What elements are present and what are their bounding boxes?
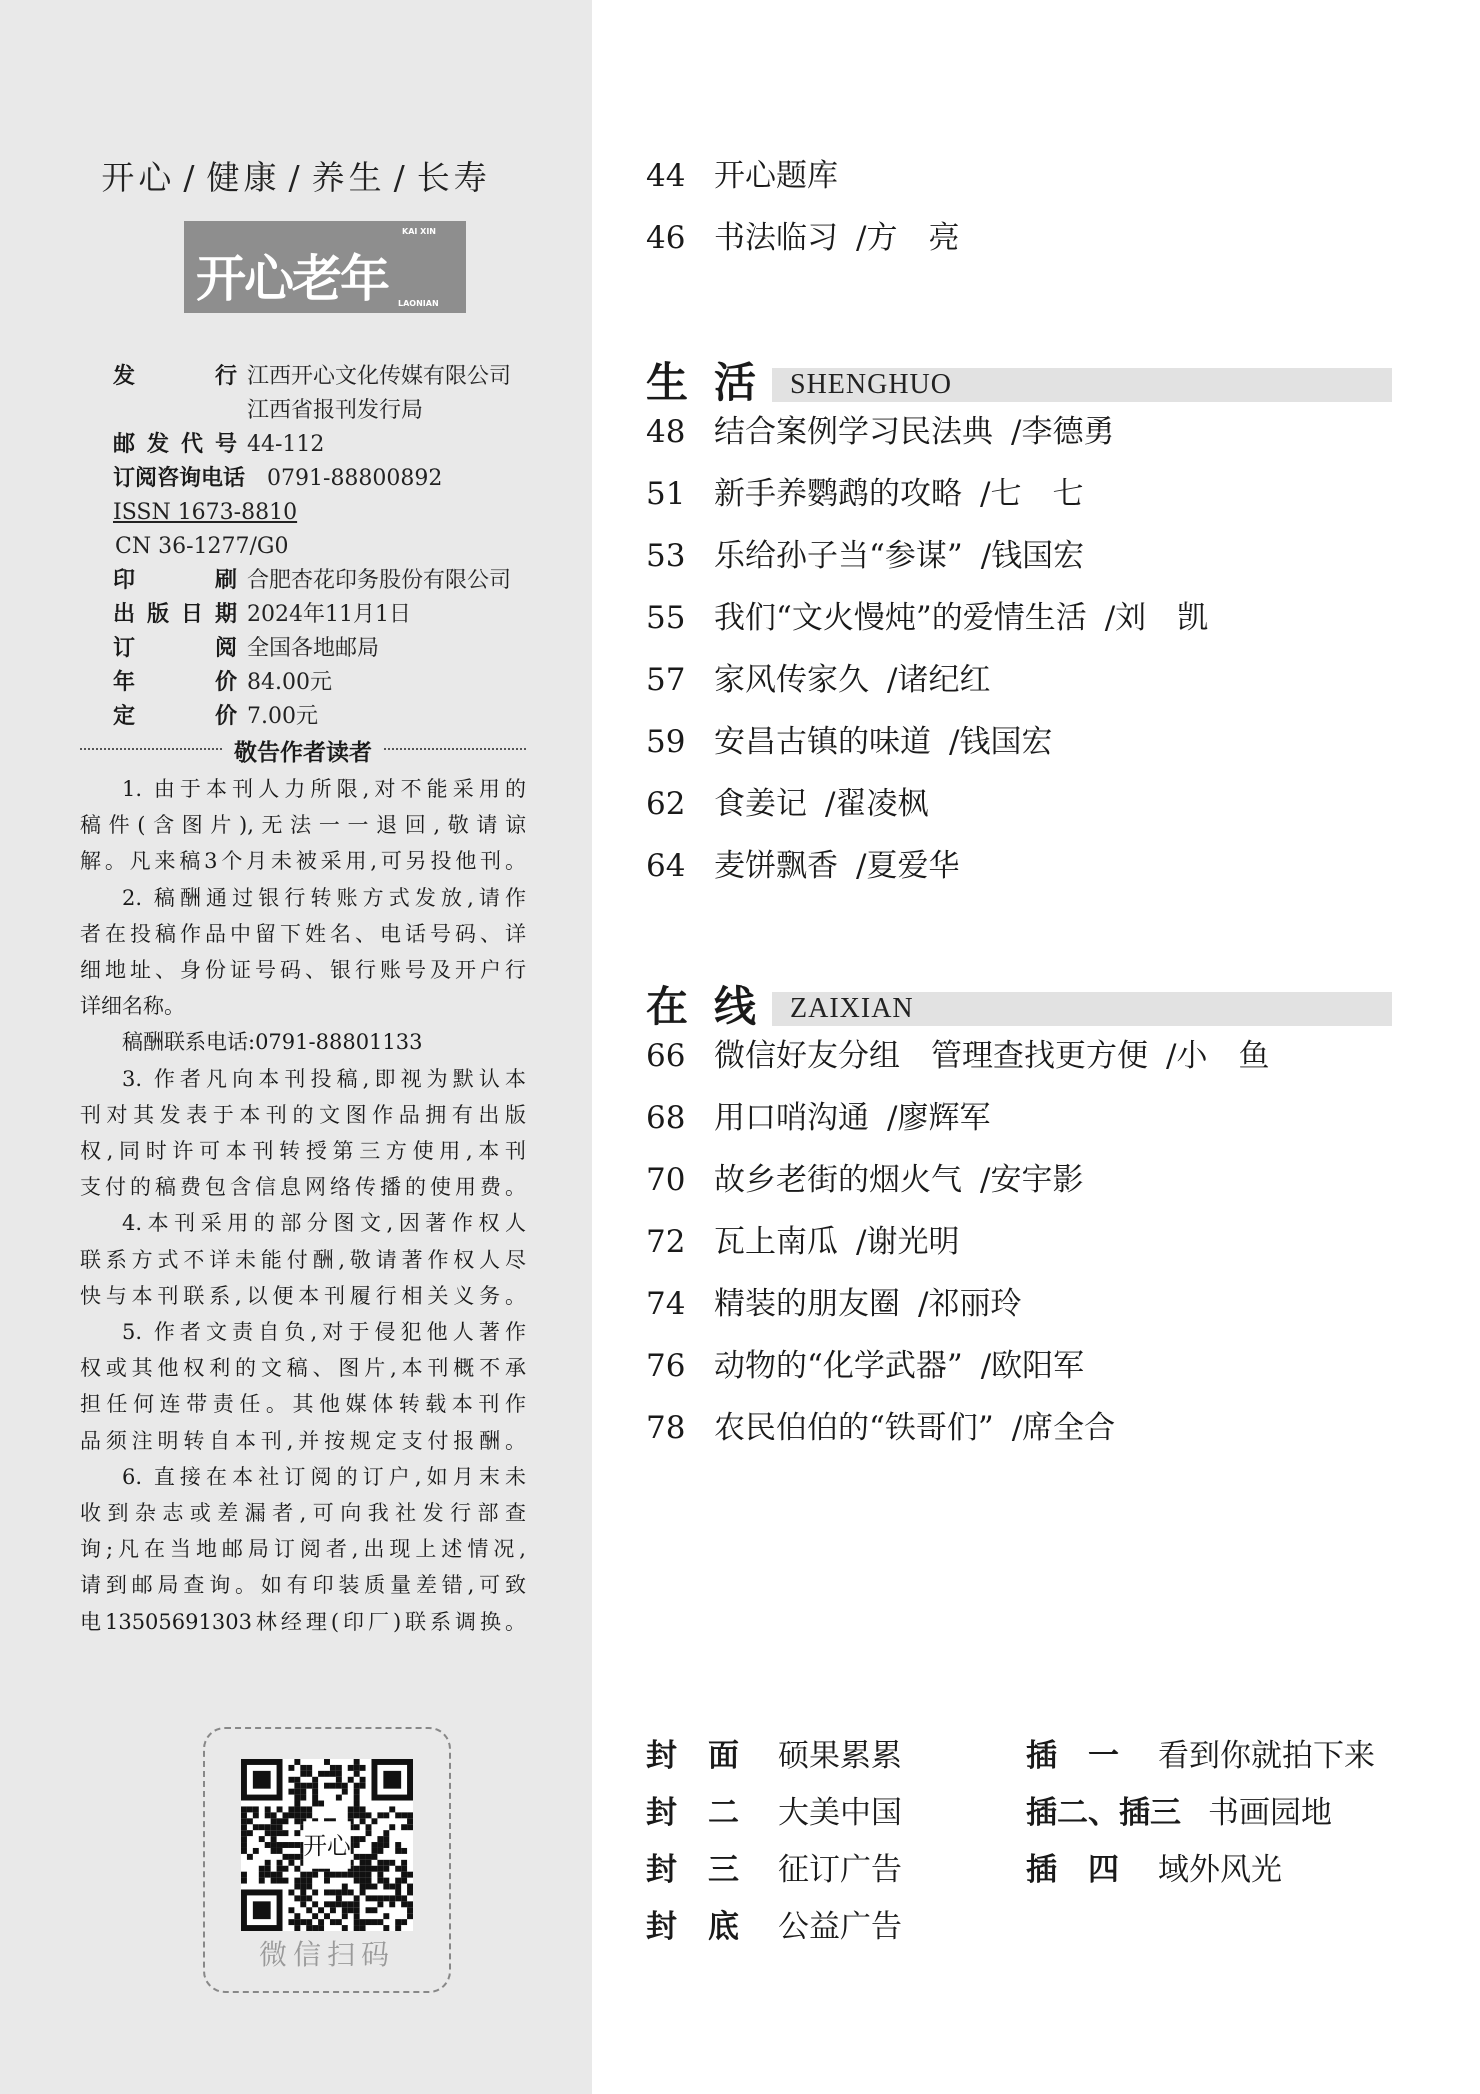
notice-line: 支付的稿费包含信息网络传播的使用费。: [80, 1175, 526, 1200]
cover-credit-key: 封 二: [646, 1795, 739, 1831]
page-number: 70: [646, 1162, 686, 1198]
article-author: /谢光明: [856, 1224, 960, 1260]
page-number: 72: [646, 1224, 686, 1260]
info-row-cn: [113, 530, 553, 564]
cover-credit-key: 封 底: [646, 1909, 739, 1945]
cover-credit-key: 封 三: [646, 1852, 739, 1888]
article-author: /廖辉军: [887, 1100, 991, 1136]
insert-credit-value: 书画园地: [1208, 1795, 1332, 1831]
article-author: /刘 凯: [1104, 600, 1209, 636]
page-number: 64: [646, 848, 686, 884]
article-title: 用口哨沟通: [714, 1100, 869, 1136]
toc-entry[interactable]: [646, 1406, 1115, 1450]
info-label-empty: [113, 394, 237, 428]
insert-credit: [1026, 1734, 1375, 1778]
info-label: 印刷: [113, 568, 237, 593]
article-author: /钱国宏: [949, 724, 1053, 760]
page-number: 78: [646, 1410, 686, 1446]
insert-credit-key: 插 一: [1026, 1738, 1119, 1774]
logo-bottom-text: LAONIAN: [398, 299, 439, 308]
info-label: 定价: [113, 704, 237, 729]
article-title: 瓦上南瓜: [714, 1224, 838, 1260]
toc-entry[interactable]: [646, 534, 1084, 578]
cn-number: CN 36-1277/G0: [115, 534, 289, 559]
page-number: 62: [646, 786, 686, 822]
article-author: /小 鱼: [1166, 1038, 1270, 1074]
article-author: /夏爱华: [856, 848, 960, 884]
article-author: /祁丽玲: [918, 1286, 1022, 1322]
article-author: /安宇影: [980, 1162, 1084, 1198]
slogan-separator: /: [183, 158, 199, 197]
toc-entry[interactable]: [646, 596, 1208, 640]
page-number: 53: [646, 538, 686, 574]
magazine-logo: [184, 221, 466, 313]
article-title: 新手养鹦鹉的攻略: [714, 476, 962, 512]
toc-entry[interactable]: [646, 720, 1052, 764]
page-number: 44: [646, 158, 686, 194]
article-title: 精装的朋友圈: [714, 1286, 900, 1322]
article-title: 开心题库: [714, 158, 838, 194]
article-title: 安昌古镇的味道: [714, 724, 931, 760]
info-label: 出版日期: [113, 602, 237, 627]
info-label: 订阅: [113, 636, 237, 661]
notice-line: 者在投稿作品中留下姓名、电话号码、详: [80, 921, 526, 946]
notice-line: 稿件(含图片),无法一一退回,敬请谅: [80, 813, 526, 838]
toc-entry[interactable]: [646, 1158, 1083, 1202]
info-value: 0791-88800892: [267, 466, 443, 491]
article-author: /方 亮: [856, 220, 960, 256]
qr-code-icon[interactable]: [241, 1759, 413, 1931]
cover-credit: [646, 1734, 902, 1778]
info-label: 年价: [113, 670, 237, 695]
info-value: 2024年11月1日: [247, 602, 411, 627]
notice-line: 快与本刊联系,以便本刊履行相关义务。: [80, 1283, 526, 1308]
info-value: 合肥杏花印务股份有限公司: [247, 568, 512, 593]
notice-line: 细地址、身份证号码、银行账号及开户行: [80, 958, 526, 983]
page-number: 76: [646, 1348, 686, 1384]
page-number: 55: [646, 600, 686, 636]
page-number: 74: [646, 1286, 686, 1322]
info-value: 全国各地邮局: [247, 636, 380, 661]
article-author: /钱国宏: [980, 538, 1085, 574]
notice-line: 担任何连带责任。其他媒体转载本刊作: [80, 1392, 526, 1417]
info-row-annual-price: [113, 666, 553, 700]
info-value: 7.00元: [247, 704, 318, 729]
info-row-date: [113, 598, 553, 632]
section-title: 生活: [646, 358, 783, 407]
insert-credit-key: 插 四: [1026, 1852, 1119, 1888]
info-row-printer: [113, 564, 553, 598]
slogan-word: 开心: [101, 158, 176, 197]
article-author: /诸纪红: [887, 662, 991, 698]
notice-line: 4.本刊采用的部分图文,因著作权人: [122, 1211, 526, 1236]
notice-line: 2. 稿酬通过银行转账方式发放,请作: [122, 885, 526, 910]
toc-entry[interactable]: [646, 410, 1114, 454]
section-subtitle: ZAIXIAN: [790, 993, 914, 1024]
toc-entry[interactable]: [646, 1282, 1021, 1326]
notice-heading: [80, 734, 526, 764]
insert-credit-key: 插二、插三: [1026, 1795, 1181, 1831]
article-title: 家风传家久: [714, 662, 869, 698]
article-author: /欧阳军: [980, 1348, 1085, 1384]
article-author: /七 七: [980, 476, 1084, 512]
article-title: 故乡老街的烟火气: [714, 1162, 962, 1198]
toc-entry[interactable]: [646, 1034, 1269, 1078]
info-label: 订阅咨询电话: [113, 466, 246, 491]
article-title: 食姜记: [714, 786, 807, 822]
issn-number: ISSN 1673-8810: [113, 500, 298, 525]
cover-credit-value: 征订广告: [778, 1852, 902, 1888]
notice-line: 6. 直接在本社订阅的订户,如月末未: [122, 1464, 526, 1489]
page-number: 46: [646, 220, 686, 256]
info-value: 44-112: [247, 432, 325, 457]
article-author: /席全合: [1011, 1410, 1116, 1446]
notice-line: 权,同时许可本刊转授第三方使用,本刊: [80, 1139, 526, 1164]
wechat-qr-card: [203, 1727, 451, 1993]
info-label: 邮发代号: [113, 432, 237, 457]
article-title: 微信好友分组 管理查找更方便: [714, 1038, 1148, 1074]
notice-line: 解。凡来稿3个月未被采用,可另投他刊。: [80, 849, 526, 874]
toc-entry[interactable]: [646, 472, 1083, 516]
info-value: 84.00元: [247, 670, 332, 695]
page-number: 48: [646, 414, 686, 450]
publication-info: [113, 360, 553, 734]
notice-line: 详细名称。: [80, 994, 185, 1019]
slogan-separator: /: [288, 158, 304, 197]
cover-credit-value: 公益广告: [778, 1909, 902, 1945]
cover-credit: [646, 1905, 902, 1949]
toc-entry[interactable]: [646, 1220, 959, 1264]
slogan-word: 长寿: [416, 158, 491, 197]
toc-entry[interactable]: [646, 154, 838, 198]
info-row-subscribe-phone: [113, 462, 553, 496]
info-row-price: [113, 700, 553, 734]
notice-text: [80, 771, 526, 1640]
toc-entry[interactable]: [646, 216, 959, 260]
cover-credit-value: 硕果累累: [778, 1738, 902, 1774]
section-subtitle: SHENGHUO: [790, 369, 952, 400]
toc-entry[interactable]: [646, 658, 990, 702]
article-author: /李德勇: [1011, 414, 1115, 450]
info-row-publisher: [113, 360, 553, 394]
info-row-postcode: [113, 428, 553, 462]
masthead-panel: [0, 0, 592, 2094]
article-title: 麦饼飘香: [714, 848, 838, 884]
section-header-shenghuo: [646, 348, 1392, 407]
notice-line: 稿酬联系电话:0791-88801133: [122, 1030, 423, 1055]
notice-line: 3. 作者凡向本刊投稿,即视为默认本: [122, 1066, 526, 1091]
section-header-zaixian: [646, 972, 1392, 1031]
qr-center-logo: 开心: [303, 1831, 351, 1860]
insert-credit-value: 域外风光: [1158, 1852, 1282, 1888]
page-number: 68: [646, 1100, 686, 1136]
article-title: 我们“文火慢炖”的爱情生活: [714, 600, 1087, 636]
cover-credit: [646, 1791, 902, 1835]
toc-entry[interactable]: [646, 1344, 1084, 1388]
notice-line: 1. 由于本刊人力所限,对不能采用的: [122, 777, 526, 801]
slogan-word: 健康: [206, 158, 281, 197]
article-title: 农民伯伯的“铁哥们”: [714, 1410, 994, 1446]
info-row-subscribe: [113, 632, 553, 666]
info-row-issn: [113, 496, 553, 530]
cover-credit-value: 大美中国: [778, 1795, 902, 1831]
article-title: 乐给孙子当“参谋”: [714, 538, 963, 574]
notice-line: 联系方式不详未能付酬,敬请著作权人尽: [80, 1247, 526, 1272]
notice-line: 刊对其发表于本刊的文图作品拥有出版: [80, 1102, 526, 1127]
info-value: 江西省报刊发行局: [247, 398, 424, 423]
article-title: 书法临习: [714, 220, 838, 256]
article-title: 动物的“化学武器”: [714, 1348, 963, 1384]
notice-line: 请到邮局查询。如有印装质量差错,可致: [80, 1573, 526, 1598]
slogan-word: 养生: [311, 158, 386, 197]
logo-top-text: KAI XIN: [402, 227, 436, 236]
toc-entry[interactable]: [646, 844, 959, 888]
qr-label: 微信扫码: [258, 1938, 395, 1971]
toc-entry[interactable]: [646, 782, 928, 826]
logo-main-text: 开心老年: [196, 250, 388, 308]
info-label: 发行: [113, 364, 237, 389]
notice-line: 询;凡在当地邮局订阅者,出现上述情况,: [80, 1537, 526, 1562]
notice-line: 电13505691303林经理(印厂)联系调换。: [80, 1609, 526, 1634]
article-title: 结合案例学习民法典: [714, 414, 993, 450]
info-row-publisher-2: [113, 394, 553, 428]
page-number: 57: [646, 662, 686, 698]
section-title: 在线: [646, 982, 783, 1031]
insert-credit: [1026, 1848, 1282, 1892]
notice-line: 权或其他权利的文稿、图片,本刊概不承: [80, 1356, 526, 1381]
page-number: 51: [646, 476, 686, 512]
slogan: [0, 152, 592, 199]
notice-line: 收到杂志或差漏者,可向我社发行部查: [80, 1501, 526, 1526]
insert-credit-value: 看到你就拍下来: [1158, 1738, 1375, 1774]
page-number: 59: [646, 724, 686, 760]
cover-credit-key: 封 面: [646, 1738, 739, 1774]
notice-title: 敬告作者读者: [224, 740, 382, 766]
article-author: /翟凌枫: [825, 786, 929, 822]
notice-line: 品须注明转自本刊,并按规定支付报酬。: [80, 1428, 526, 1453]
notice-line: 5. 作者文责自负,对于侵犯他人著作: [122, 1320, 526, 1345]
toc-entry[interactable]: [646, 1096, 990, 1140]
info-value: 江西开心文化传媒有限公司: [247, 364, 512, 389]
insert-credit: [1026, 1791, 1332, 1835]
cover-credit: [646, 1848, 902, 1892]
page-number: 66: [646, 1038, 686, 1074]
slogan-separator: /: [393, 158, 409, 197]
